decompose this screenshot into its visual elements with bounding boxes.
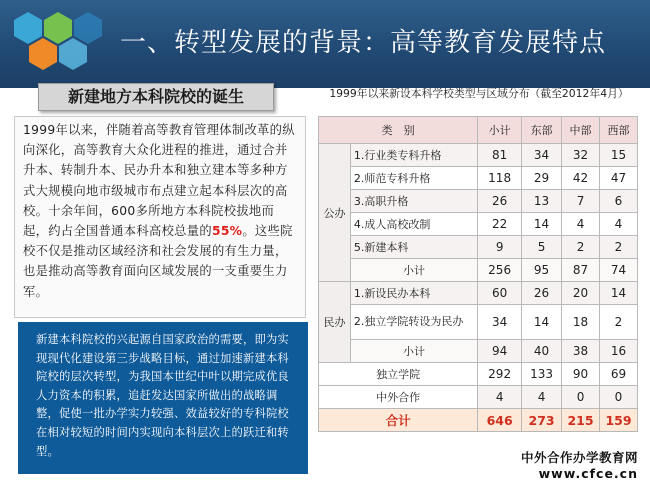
cell-central: 32 — [562, 144, 600, 167]
watermark-site-name: 中外合作办学教育网 — [520, 450, 638, 465]
subtitle-box — [38, 83, 274, 111]
hexagon-logo-icon — [29, 38, 57, 70]
cell-west: 2 — [600, 236, 638, 259]
row-label: 4.成人高校改制 — [350, 213, 477, 236]
watermark — [521, 448, 638, 481]
highlight-percentage: 55% — [211, 224, 243, 239]
table-row — [319, 213, 638, 236]
row-label: 小计 — [350, 340, 477, 363]
cell-east: 95 — [522, 259, 562, 282]
hexagon-logo-icon — [59, 38, 87, 70]
table-row — [319, 305, 638, 340]
hexagon-logo-icon — [14, 12, 42, 44]
cell-subtotal: 22 — [478, 213, 522, 236]
cell-west: 15 — [600, 144, 638, 167]
row-label: 合计 — [319, 409, 478, 432]
cell-west: 2 — [600, 305, 638, 340]
hexagon-logo-icon — [44, 12, 72, 44]
cell-central: 38 — [562, 340, 600, 363]
header-banner — [0, 0, 650, 88]
header-subtotal: 小计 — [478, 117, 522, 144]
cell-west: 16 — [600, 340, 638, 363]
subtotal-row-public — [319, 259, 638, 282]
cell-east: 14 — [522, 213, 562, 236]
cell-west: 159 — [600, 409, 638, 432]
cell-east: 13 — [522, 190, 562, 213]
cell-subtotal: 9 — [478, 236, 522, 259]
table-row — [319, 282, 638, 305]
cell-west: 4 — [600, 213, 638, 236]
cell-east: 4 — [522, 386, 562, 409]
row-label: 小计 — [350, 259, 477, 282]
row-label: 3.高职升格 — [350, 190, 477, 213]
cell-subtotal: 94 — [478, 340, 522, 363]
table-row — [319, 363, 638, 386]
cell-east: 29 — [522, 167, 562, 190]
cell-central: 4 — [562, 213, 600, 236]
table-row — [319, 167, 638, 190]
explanation-text: 新建本科院校的兴起源自国家政治的需要，即为实现现代化建设第三步战略目标，通过加速新建本科院校的层次转型，为我国本世纪中叶以期完成优良人力资本的积累，追赶发达国家所做出的战略调整，促使一批办学实力较强、效益较好的专科院校在相对较短的时间内实现向本科层次上的跃迁和转型。 — [36, 333, 289, 458]
slide-title: 一、转型发展的背景：高等教育发展特点 — [120, 28, 607, 58]
row-label: 独立学院 — [319, 363, 478, 386]
cell-west: 47 — [600, 167, 638, 190]
cell-west: 74 — [600, 259, 638, 282]
intro-paragraph — [14, 116, 306, 318]
cell-west: 14 — [600, 282, 638, 305]
watermark-url: www.cfce.cn — [538, 466, 638, 481]
row-label: 中外合作 — [319, 386, 478, 409]
cell-east: 34 — [522, 144, 562, 167]
cell-subtotal: 81 — [478, 144, 522, 167]
cell-subtotal: 292 — [478, 363, 522, 386]
cell-central: 42 — [562, 167, 600, 190]
cell-subtotal: 26 — [478, 190, 522, 213]
header-category: 类 别 — [319, 117, 478, 144]
cell-central: 87 — [562, 259, 600, 282]
cell-central: 2 — [562, 236, 600, 259]
cell-west: 69 — [600, 363, 638, 386]
total-row — [319, 409, 638, 432]
table-header-row — [319, 117, 638, 144]
cell-central: 20 — [562, 282, 600, 305]
paragraph-text: 1999年以来，伴随着高等教育管理体制改革的纵向深化，高等教育大众化进程的推进，通过合并升本、转制升本、民办升本和独立建本等多种方式大规模向地市级城市布点建立起本科层次的高校。十余年间，600多所地方本科院校拔地而起，约占全国普通本科高校总量的 — [23, 123, 295, 239]
cell-central: 0 — [562, 386, 600, 409]
cell-subtotal: 256 — [478, 259, 522, 282]
cell-subtotal: 34 — [478, 305, 522, 340]
hexagon-logo-icon — [74, 12, 102, 44]
cell-west: 6 — [600, 190, 638, 213]
subtotal-row-private — [319, 340, 638, 363]
table-row — [319, 144, 638, 167]
cell-east: 5 — [522, 236, 562, 259]
cell-east: 14 — [522, 305, 562, 340]
cell-central: 90 — [562, 363, 600, 386]
header-west: 西部 — [600, 117, 638, 144]
distribution-table — [318, 116, 638, 432]
group-label-public: 公办 — [319, 144, 351, 282]
cell-east: 26 — [522, 282, 562, 305]
cell-central: 215 — [562, 409, 600, 432]
cell-central: 7 — [562, 190, 600, 213]
row-label: 1.新设民办本科 — [350, 282, 477, 305]
paragraph-text-end: 。这些院校不仅是推动区域经济和社会发展的有生力量，也是推动高等教育面向区域发展的一支重要生力军。 — [23, 224, 293, 299]
row-label: 1.行业类专科升格 — [350, 144, 477, 167]
row-label: 2.独立学院转设为民办 — [350, 305, 477, 340]
table-row — [319, 236, 638, 259]
subtitle-text: 新建地方本科院校的诞生 — [67, 87, 244, 106]
row-label: 2.师范专科升格 — [350, 167, 477, 190]
header-central: 中部 — [562, 117, 600, 144]
cell-subtotal: 4 — [478, 386, 522, 409]
cell-central: 18 — [562, 305, 600, 340]
header-east: 东部 — [522, 117, 562, 144]
group-label-private: 民办 — [319, 282, 351, 363]
cell-subtotal: 60 — [478, 282, 522, 305]
cell-subtotal: 118 — [478, 167, 522, 190]
row-label: 5.新建本科 — [350, 236, 477, 259]
cell-east: 273 — [522, 409, 562, 432]
cell-east: 40 — [522, 340, 562, 363]
explanation-box — [18, 322, 308, 474]
table-caption: 1999年以来新设本科学校类型与区域分布（截至2012年4月） — [329, 87, 629, 100]
cell-east: 133 — [522, 363, 562, 386]
cell-west: 0 — [600, 386, 638, 409]
table-row — [319, 386, 638, 409]
cell-subtotal: 646 — [478, 409, 522, 432]
table-row — [319, 190, 638, 213]
